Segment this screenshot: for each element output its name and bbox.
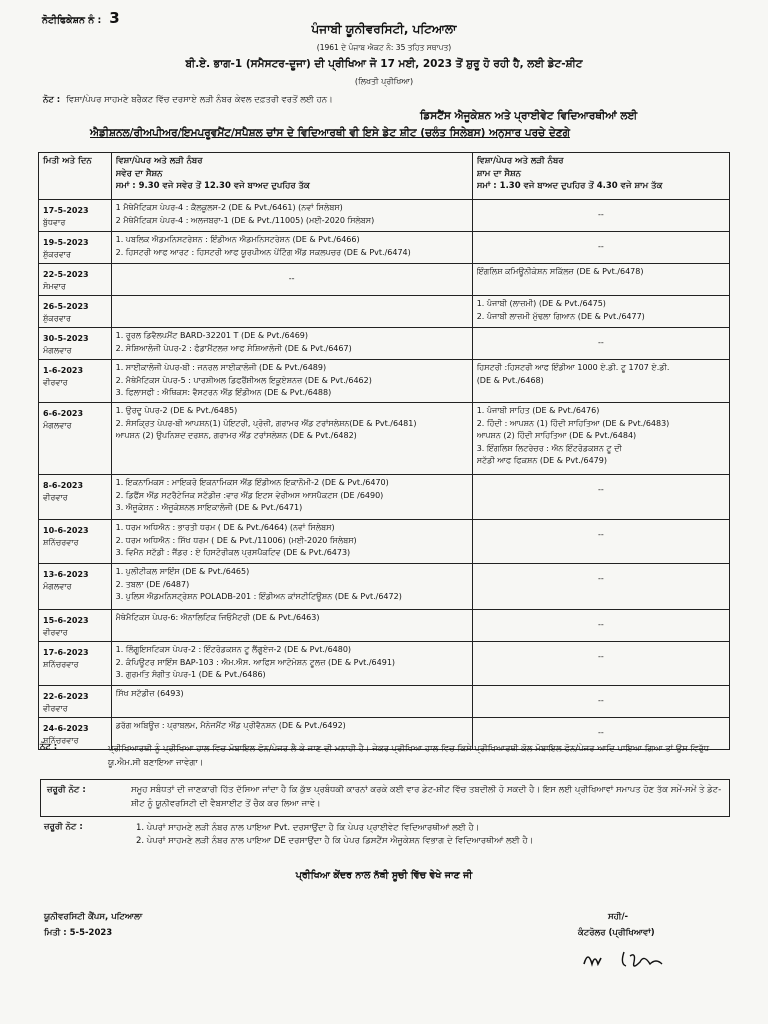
important-note-2-line: 1. ਪੇਪਰਾਂ ਸਾਹਮਣੇ ਲੜੀ ਨੰਬਰ ਨਾਲ ਪਾਇਆ Pvt. ਦਰਸਾਉਂਦਾ ਹੈ ਕਿ ਪੇਪਰ ਪ੍ਰਾਈਵੇਟ ਵਿਦਿਆਰਥੀਆਂ ਲਈ ਹੈ। [136,823,480,833]
exam-title: ਬੀ.ਏ. ਭਾਗ-1 (ਸਮੈਸਟਰ-ਦੂਜਾ) ਦੀ ਪ੍ਰੀਖਿਆ ਜੋ 17 ਮਈ, 2023 ਤੋਂ ਸ਼ੁਰੂ ਹੋ ਰਹੀ ਹੈ, ਲਈ ਡੇਟ-ਸ਼ੀਟ [185,58,583,70]
morning-paper-line: 2. ਡਿਫੈਂਸ ਐਂਡ ਸਟਰੈਟੇਜਿਕ ਸਟੱਡੀਜ਼ :ਵਾਰ ਐਂਡ ਇਟਸ ਵੇਰੀਅਸ ਆਸਪੈਕਟਸ (DE /6490) [115,490,384,500]
table-row [39,403,730,475]
evening-paper-line: ਸਟੱਡੀ ਆਫ ਫਿਕਸ਼ਨ (DE & Pvt./6479) [476,456,607,465]
evening-session-cell [472,360,729,403]
exam-day: ਸੋਮਵਾਰ [43,282,66,291]
date-day-cell [39,403,112,475]
header-note-text: ਵਿਸ਼ਾ/ਪੇਪਰ ਸਾਹਮਣੇ ਬਰੈਕਟ ਵਿੱਚ ਦਰਸਾਏ ਲੜੀ ਨੰਬਰ ਕੇਵਲ ਦਫ਼ਤਰੀ ਵਰਤੋਂ ਲਈ ਹਨ। [66,95,333,105]
morning-paper-line: 3. ਗੁਰਮਤਿ ਸੰਗੀਤ ਪੇਪਰ-1 (DE & Pvt./6486) [115,670,266,679]
important-note-2-text [136,822,736,847]
written-exam-label: (ਲਿਖਤੀ ਪ੍ਰੀਖਿਆ) [354,77,414,86]
header-evening-line: ਸਮਾਂ : 1.30 ਵਜੇ ਬਾਅਦ ਦੁਪਹਿਰ ਤੋਂ 4.30 ਵਜੇ ਸ਼ਾਮ ਤੱਕ [476,181,663,191]
date-day-cell [39,264,112,296]
morning-paper-line: 3. ਵਿਮੈਨ ਸਟੱਡੀ : ਜੈਂਡਰ : ਏ ਹਿਸਟੋਰੀਕਲ ਪ੍ਰਸਪੈਕਟਿਵ (DE & Pvt./6473) [115,548,351,557]
exam-date: 26-5-2023 [43,302,89,311]
date-day-cell [39,642,112,686]
morning-paper-line: 2. ਹਿਸਟਰੀ ਆਫ ਆਰਟ : ਹਿਸਟਰੀ ਆਫ ਯੂਰਪੀਅਨ ਪੇਂਟਿੰਗ ਐਂਡ ਸਕਲਪਚਰ (DE & Pvt./6474) [115,247,411,257]
evening-paper-line: -- [597,574,604,583]
table-row [39,520,730,564]
signed-label: ਸਹੀ/- [608,912,629,922]
morning-paper-line: ਮੈਥੇਮੈਟਿਕਸ ਪੇਪਰ-6: ਐਨਾਲਿਟਿਕ ਜਿਓਮੈਟਰੀ (DE & Pvt./6463) [115,613,320,622]
header-morning-line: ਸਵੇਰ ਦਾ ਸੈਸ਼ਨ [115,168,163,179]
exam-date: 24-6-2023 [43,724,89,733]
evening-session-cell [472,264,729,296]
morning-paper-line: 1. ਰੂਰਲ ਡਿਵੈਲਪਮੈਂਟ BARD-32201 T (DE & Pvt./6469) [115,331,309,340]
table-row [39,328,730,360]
morning-paper-line: 1 ਮੈਥੇਮੈਟਿਕਸ ਪੇਪਰ-4 : ਕੈਲਕੂਲਸ-2 (DE & Pvt./6461) (ਨਵਾਂ ਸਿਲੇਬਸ) [115,203,343,212]
evening-paper-line: -- [597,530,604,539]
campus-location: ਯੂਨੀਵਰਸਿਟੀ ਕੈਂਪਸ, ਪਟਿਆਲਾ [44,912,143,922]
table-row [39,200,730,232]
header-morning-session [111,153,472,200]
table-row [39,564,730,610]
date-day-cell [39,328,112,360]
evening-session-cell [472,403,729,475]
morning-paper-line: 3. ਫਿਲਾਸਫੀ : ਐਥਿਕਸ: ਵੈਸਟਰਨ ਐਂਡ ਇੰਡੀਅਨ (DE & Pvt./6488) [115,388,332,397]
header-evening-session [472,153,729,200]
exam-day: ਬੁੱਧਵਾਰ [43,218,66,227]
morning-session-cell [111,520,472,564]
date-day-cell [39,520,112,564]
table-row [39,296,730,328]
exam-day: ਸ਼ਨਿੱਚਰਵਾਰ [43,538,79,547]
important-note-label: ਜ਼ਰੂਰੀ ਨੋਟ : [47,785,86,795]
exam-date: 22-5-2023 [43,270,89,279]
morning-paper-line: 1. ਸਾਈਕਾਲੋਜੀ ਪੇਪਰ-ਬੀ : ਜਨਰਲ ਸਾਈਕਾਲੋਜੀ (DE & Pvt./6489) [115,363,327,372]
additional-students-heading: ਐਡੀਸ਼ਨਲ/ਰੀਅਪੀਅਰ/ਇਮਪਰੂਵਮੈਂਟ/ਸਪੈਸ਼ਲ ਚਾਂਸ ਦੇ ਵਿਦਿਆਰਥੀ ਵੀ ਇਸੇ ਡੇਟ ਸ਼ੀਟ (ਚਲੰਤ ਸਿਲੇਬਸ) ਅਨੁਸਾਰ ਪਰਚੇ ਦੇਣਗੇ [90,127,570,139]
exam-schedule-table [38,152,730,750]
header-date-day: ਮਿਤੀ ਅਤੇ ਦਿਨ [39,153,112,200]
table-row [39,232,730,264]
important-note-box [40,779,730,817]
evening-paper-line: -- [597,485,604,494]
schedule-body [39,200,730,750]
morning-paper-line: 1. ਉਰਦੂ ਪੇਪਰ-2 (DE & Pvt./6485) [115,406,238,415]
evening-session-cell [472,610,729,642]
morning-paper-line: 2. ਧਰਮ ਅਧਿਐਨ : ਸਿੱਖ ਧਰਮ ( DE & Pvt./11006) (ਮਈ-2020 ਸਿਲੇਬਸ) [115,535,357,545]
date-day-cell [39,610,112,642]
morning-paper-line: ਡਰੱਗ ਅਬਿਊਜ਼ : ਪ੍ਰਾਬਲਮ, ਮੈਨੇਜਮੈਂਟ ਐਂਡ ਪ੍ਰੀਵੈਨਸ਼ਨ (DE & Pvt./6492) [115,721,346,730]
evening-paper-line: -- [597,728,604,737]
exam-date: 1-6-2023 [43,366,84,375]
exam-day: ਸ਼ਨਿੱਚਰਵਾਰ [43,736,79,745]
evening-paper-line: -- [597,696,604,705]
exam-date: 19-5-2023 [43,238,89,247]
evening-paper-line: -- [597,620,604,629]
morning-session-cell [111,232,472,264]
evening-paper-line: 2. ਪੰਜਾਬੀ ਲਾਜ਼ਮੀ ਮੁੱਢਲਾ ਗਿਆਨ (DE & Pvt./6477) [476,311,645,321]
evening-session-cell [472,296,729,328]
morning-paper-line: 3. ਐਜੂਕੇਸ਼ਨ : ਐਜੂਕੇਸ਼ਨਲ ਸਾਇਕਾਲੋਜੀ (DE & Pvt./6471) [115,503,303,512]
exam-day: ਵੀਰਵਾਰ [43,378,68,387]
issue-date: ਮਿਤੀ : 5-5-2023 [44,928,113,938]
morning-session-cell [111,296,472,328]
mobile-note-text: ਪ੍ਰੀਖਿਆਰਥੀ ਨੂੰ ਪ੍ਰੀਖਿਆ ਹਾਲ ਵਿਚ ਮੋਬਾਇਲ ਫੋਨ/ਪੇਜਰ ਲੈ ਕੇ ਜਾਣ ਦੀ ਮਨਾਹੀ ਹੈ। ਜੇਕਰ ਪ੍ਰੀਖਿਆ ਹਾਲ ਵਿਚ ਕਿਸੇ ਪ੍ਰੀਖਿਆਰਥੀ ਕੋਲ ਮੋਬਾਇਲ ਫੋਨ/ਪੇਜਰ ਆਦਿ ਪਾਇਆ ਗਿਆ ਤਾਂ ਉਸ ਵਿਰੁੱਧ ਯੂ.ਐਮ.ਸੀ ਬਣਾਇਆ ਜਾਵੇਗਾ। [108,744,710,768]
morning-session-cell [111,200,472,232]
evening-paper-line: 1. ਪੰਜਾਬੀ (ਲਾਜ਼ਮੀ) (DE & Pvt./6475) [476,299,606,308]
morning-session-cell [111,564,472,610]
exam-day: ਮੰਗਲਵਾਰ [43,421,72,430]
morning-paper-line: 1. ਲਿੰਗੂਇਸਟਿਕਸ ਪੇਪਰ-2 : ਇੰਟਰੋਡਕਸ਼ਨ ਟੂ ਲੈਂਗੂਏਜ-2 (DE & Pvt./6480) [115,645,352,654]
table-header-row [39,153,730,200]
evening-paper-line: -- [597,338,604,347]
date-day-cell [39,686,112,718]
evening-paper-line: 3. ਇੰਗਲਿਸ਼ ਲਿਟਰੇਚਰ : ਐਨ ਇੰਟਰੋਡਕਸ਼ਨ ਟੂ ਦੀ [476,443,622,453]
exam-date: 22-6-2023 [43,692,89,701]
university-name: ਪੰਜਾਬੀ ਯੂਨੀਵਰਸਿਟੀ, ਪਟਿਆਲਾ [311,22,457,36]
morning-paper-line: -- [288,274,295,283]
exam-date: 13-6-2023 [43,570,89,579]
date-day-cell [39,232,112,264]
evening-paper-line: ਇੰਗਲਿਸ਼ ਕਮਿਊਨੀਕੇਸ਼ਨ ਸਕਿੱਲਜ਼ (DE & Pvt./6478) [476,267,644,276]
header-evening-line: ਸ਼ਾਮ ਦਾ ਸੈਸ਼ਨ [476,168,521,179]
exam-day: ਵੀਰਵਾਰ [43,493,68,502]
evening-session-cell [472,200,729,232]
evening-paper-line: ਹਿਸਟਰੀ :ਹਿਸਟਰੀ ਆਫ ਇੰਡੀਆ 1000 ਏ.ਡੀ. ਟੂ 1707 ਏ.ਡੀ. [476,363,670,372]
notification-label: ਨੋਟੀਫਿਕੇਸ਼ਨ ਨੰ : [42,15,102,26]
header-note [43,95,333,105]
morning-session-cell [111,403,472,475]
exam-date: 17-5-2023 [43,206,89,215]
evening-paper-line: -- [597,210,604,219]
table-row [39,264,730,296]
header-morning-line: ਸਮਾਂ : 9.30 ਵਜੇ ਸਵੇਰ ਤੋਂ 12.30 ਵਜੇ ਬਾਅਦ ਦੁਪਹਿਰ ਤੱਕ [115,181,310,191]
controller-title: ਕੰਟਰੋਲਰ (ਪ੍ਰੀਖਿਆਵਾਂ) [578,928,655,938]
evening-session-cell [472,686,729,718]
evening-paper-line: (DE & Pvt./6468) [476,375,544,385]
morning-session-cell [111,475,472,520]
exam-date: 10-6-2023 [43,526,89,535]
morning-paper-line: ਸਿੱਖ ਸਟੱਡੀਜ਼ (6493) [115,689,184,698]
exam-day: ਵੀਰਵਾਰ [43,628,68,637]
morning-paper-line: 2. ਕੰਪਿਊਟਰ ਸਾਇੰਸ BAP-103 : ਐਮ.ਐਸ. ਆਫਿਸ ਆਟੋਮੇਸ਼ਨ ਟੂਲਜ਼ (DE & Pvt./6491) [115,657,396,667]
evening-paper-line: 1. ਪੰਜਾਬੀ ਸਾਹਿਤ (DE & Pvt./6476) [476,406,600,415]
morning-paper-line: 1. ਇਕਨਾਮਿਕਸ : ਮਾਇਕਰੋ ਇਕਨਾਮਿਕਸ ਐਂਡ ਇੰਡੀਅਨ ਇਕਾਨੌਮੀ-2 (DE & Pvt./6470) [115,478,389,487]
morning-session-cell [111,328,472,360]
morning-session-cell [111,360,472,403]
morning-paper-line: 2 ਮੈਥੇਮੈਟਿਕਸ ਪੇਪਰ-4 : ਅਲਜਬਰਾ-1 (DE & Pvt./11005) (ਮਈ-2020 ਸਿਲੇਬਸ) [115,215,375,225]
exam-day: ਸ਼ਨਿੱਚਰਵਾਰ [43,660,79,669]
exam-day: ਸ਼ੁੱਕਰਵਾਰ [43,314,71,323]
date-day-cell [39,296,112,328]
important-note-text: ਸਮੂਹ ਸਬੰਧਤਾਂ ਦੀ ਜਾਣਕਾਰੀ ਹਿੱਤ ਦੱਸਿਆ ਜਾਂਦਾ ਹੈ ਕਿ ਕੁੱਝ ਪ੍ਰਬੰਧਕੀ ਕਾਰਨਾਂ ਕਰਕੇ ਕਈ ਵਾਰ ਡੇਟ-ਸ਼ੀਟ ਵਿੱਚ ਤਬਦੀਲੀ ਹੋ ਸਕਦੀ ਹੈ। ਇਸ ਲਈ ਪ੍ਰੀਖਿਆਵਾਂ ਸਮਾਪਤ ਹੋਣ ਤੱਕ ਸਮੇਂ-ਸਮੇਂ ਤੇ ਡੇਟ-ਸ਼ੀਟ ਨੂੰ ਯੂਨੀਵਰਸਿਟੀ ਦੀ ਵੈਬਸਾਈਟ ਤੋਂ ਚੈਕ ਕਰ ਲਿਆ ਜਾਵੇ। [131,785,722,809]
evening-session-cell [472,642,729,686]
morning-paper-line: ਆਪਸ਼ਨ (2) ਉਪਨਿਸ਼ਦ ਦਰਸ਼ਨ, ਗਰਾਮਰ ਐਂਡ ਟਰਾਂਸਲੇਸ਼ਨ (DE & Pvt./6482) [115,431,357,440]
table-row [39,360,730,403]
exam-day: ਮੰਗਲਵਾਰ [43,346,72,355]
morning-paper-line: 2. ਤਬਲਾ (DE /6487) [115,579,190,589]
morning-paper-line: 2. ਸੋਸ਼ਿਆਲੋਜੀ ਪੇਪਰ-2 : ਫੰਡਾਮੈਂਟਲਜ਼ ਆਫ ਸੋਸ਼ਿਆਲੋਜੀ (DE & Pvt./6467) [115,343,352,353]
evening-session-cell [472,520,729,564]
header-evening-line: ਵਿਸ਼ਾ/ਪੇਪਰ ਅਤੇ ਲੜੀ ਨੰਬਰ [476,156,564,166]
table-row [39,610,730,642]
morning-session-cell [111,642,472,686]
date-day-cell [39,564,112,610]
important-note-2-line: 2. ਪੇਪਰਾਂ ਸਾਹਮਣੇ ਲੜੀ ਨੰਬਰ ਨਾਲ ਪਾਇਆ DE ਦਰਸਾਉਂਦਾ ਹੈ ਕਿ ਪੇਪਰ ਡਿਸਟੈਂਸ ਐਜੂਕੇਸ਼ਨ ਵਿਭਾਗ ਦੇ ਵਿਦਿਆਰਥੀਆਂ ਲਈ ਹੈ। [136,835,534,846]
evening-session-cell [472,232,729,264]
evening-paper-line: -- [597,652,604,661]
date-day-cell [39,475,112,520]
table-row [39,686,730,718]
exam-date: 17-6-2023 [43,648,89,657]
table-row [39,642,730,686]
exam-date: 6-6-2023 [43,409,84,418]
morning-paper-line: 1. ਪੁਲੀਟੀਕਲ ਸਾਇੰਸ (DE & Pvt./6465) [115,567,250,576]
important-note-2-label: ਜ਼ਰੂਰੀ ਨੋਟ : [44,822,83,832]
evening-paper-line: 2. ਹਿੰਦੀ : ਆਪਸ਼ਨ (1) ਹਿੰਦੀ ਸਾਹਿਤਿਆ (DE & Pvt./6483) [476,418,670,428]
notification-value: 3 [109,9,120,27]
morning-paper-line: 1. ਧਰਮ ਅਧਿਐਨ : ਭਾਰਤੀ ਧਰਮ ( DE & Pvt./6464) (ਨਵਾਂ ਸਿਲੇਬਸ) [115,523,335,532]
exam-date: 30-5-2023 [43,334,89,343]
table-row [39,475,730,520]
morning-paper-line: 2. ਮੈਥੇਮੈਟਿਕਸ ਪੇਪਰ-5 : ਪਾਰਸ਼ੀਅਲ ਡਿਫਰੈਂਸ਼ੀਅਲ ਇਕੂਏਸ਼ਨਜ਼ (DE & Pvt./6462) [115,375,372,385]
handwritten-signature [580,944,690,974]
exam-date: 15-6-2023 [43,616,89,625]
exam-day: ਸ਼ੁੱਕਰਵਾਰ [43,250,71,259]
morning-session-cell [111,686,472,718]
distance-private-heading: ਡਿਸਟੈਂਸ ਐਜੂਕੇਸ਼ਨ ਅਤੇ ਪ੍ਰਾਈਵੇਟ ਵਿਦਿਆਰਥੀਆਂ ਲਈ [420,110,638,122]
mobile-note-label: ਨੋਟ : [40,742,58,752]
evening-session-cell [472,475,729,520]
evening-session-cell [472,328,729,360]
evening-paper-line: -- [597,242,604,251]
exam-date: 8-6-2023 [43,481,84,490]
morning-session-cell [111,610,472,642]
evening-session-cell [472,564,729,610]
exam-day: ਮੰਗਲਵਾਰ [43,582,72,591]
morning-paper-line: 2. ਸੰਸਕ੍ਰਿਤ ਪੇਪਰ-ਬੀ ਆਪਸ਼ਨ(1) ਪੋਇਟਰੀ, ਪ੍ਰੋਜ਼ੀ, ਗਰਾਮਰ ਐਂਡ ਟਰਾਂਸਲੇਸ਼ਨ(DE & Pvt./6481) [115,418,417,428]
date-day-cell [39,360,112,403]
establishment-act: (1961 ਦੇ ਪੰਜਾਬ ਐਕਟ ਨੰ: 35 ਤਹਿਤ ਸਥਾਪਤ) [316,43,452,52]
exam-centre-note: ਪ੍ਰੀਖਿਆ ਕੇਂਦਰ ਨਾਲ ਨੱਥੀ ਸੂਚੀ ਵਿੱਚ ਵੇਖੇ ਜਾਣ ਜੀ [295,870,473,881]
evening-paper-line: ਆਪਸ਼ਨ (2) ਹਿੰਦੀ ਸਾਹਿਤਿਆ (DE & Pvt./6484) [476,431,637,440]
morning-session-cell [111,264,472,296]
morning-paper-line: 1. ਪਬਲਿਕ ਐਡਮਨਿਸਟਰੇਸ਼ਨ : ਇੰਡੀਅਨ ਐਡਮਨਿਸਟਰੇਸ਼ਨ (DE & Pvt./6466) [115,235,360,244]
exam-day: ਵੀਰਵਾਰ [43,704,68,713]
header-note-label: ਨੋਟ : [43,95,61,105]
header-morning-line: ਵਿਸ਼ਾ/ਪੇਪਰ ਅਤੇ ਲੜੀ ਨੰਬਰ [115,156,203,166]
date-day-cell [39,200,112,232]
morning-paper-line: 3. ਪੁਲਿਸ ਐਡਮਨਿਸਟ੍ਰੇਸ਼ਨ POLADB-201 : ਇੰਡੀਅਨ ਕਾਂਸਟੀਟਿਊਸ਼ਨ (DE & Pvt./6472) [115,592,402,601]
